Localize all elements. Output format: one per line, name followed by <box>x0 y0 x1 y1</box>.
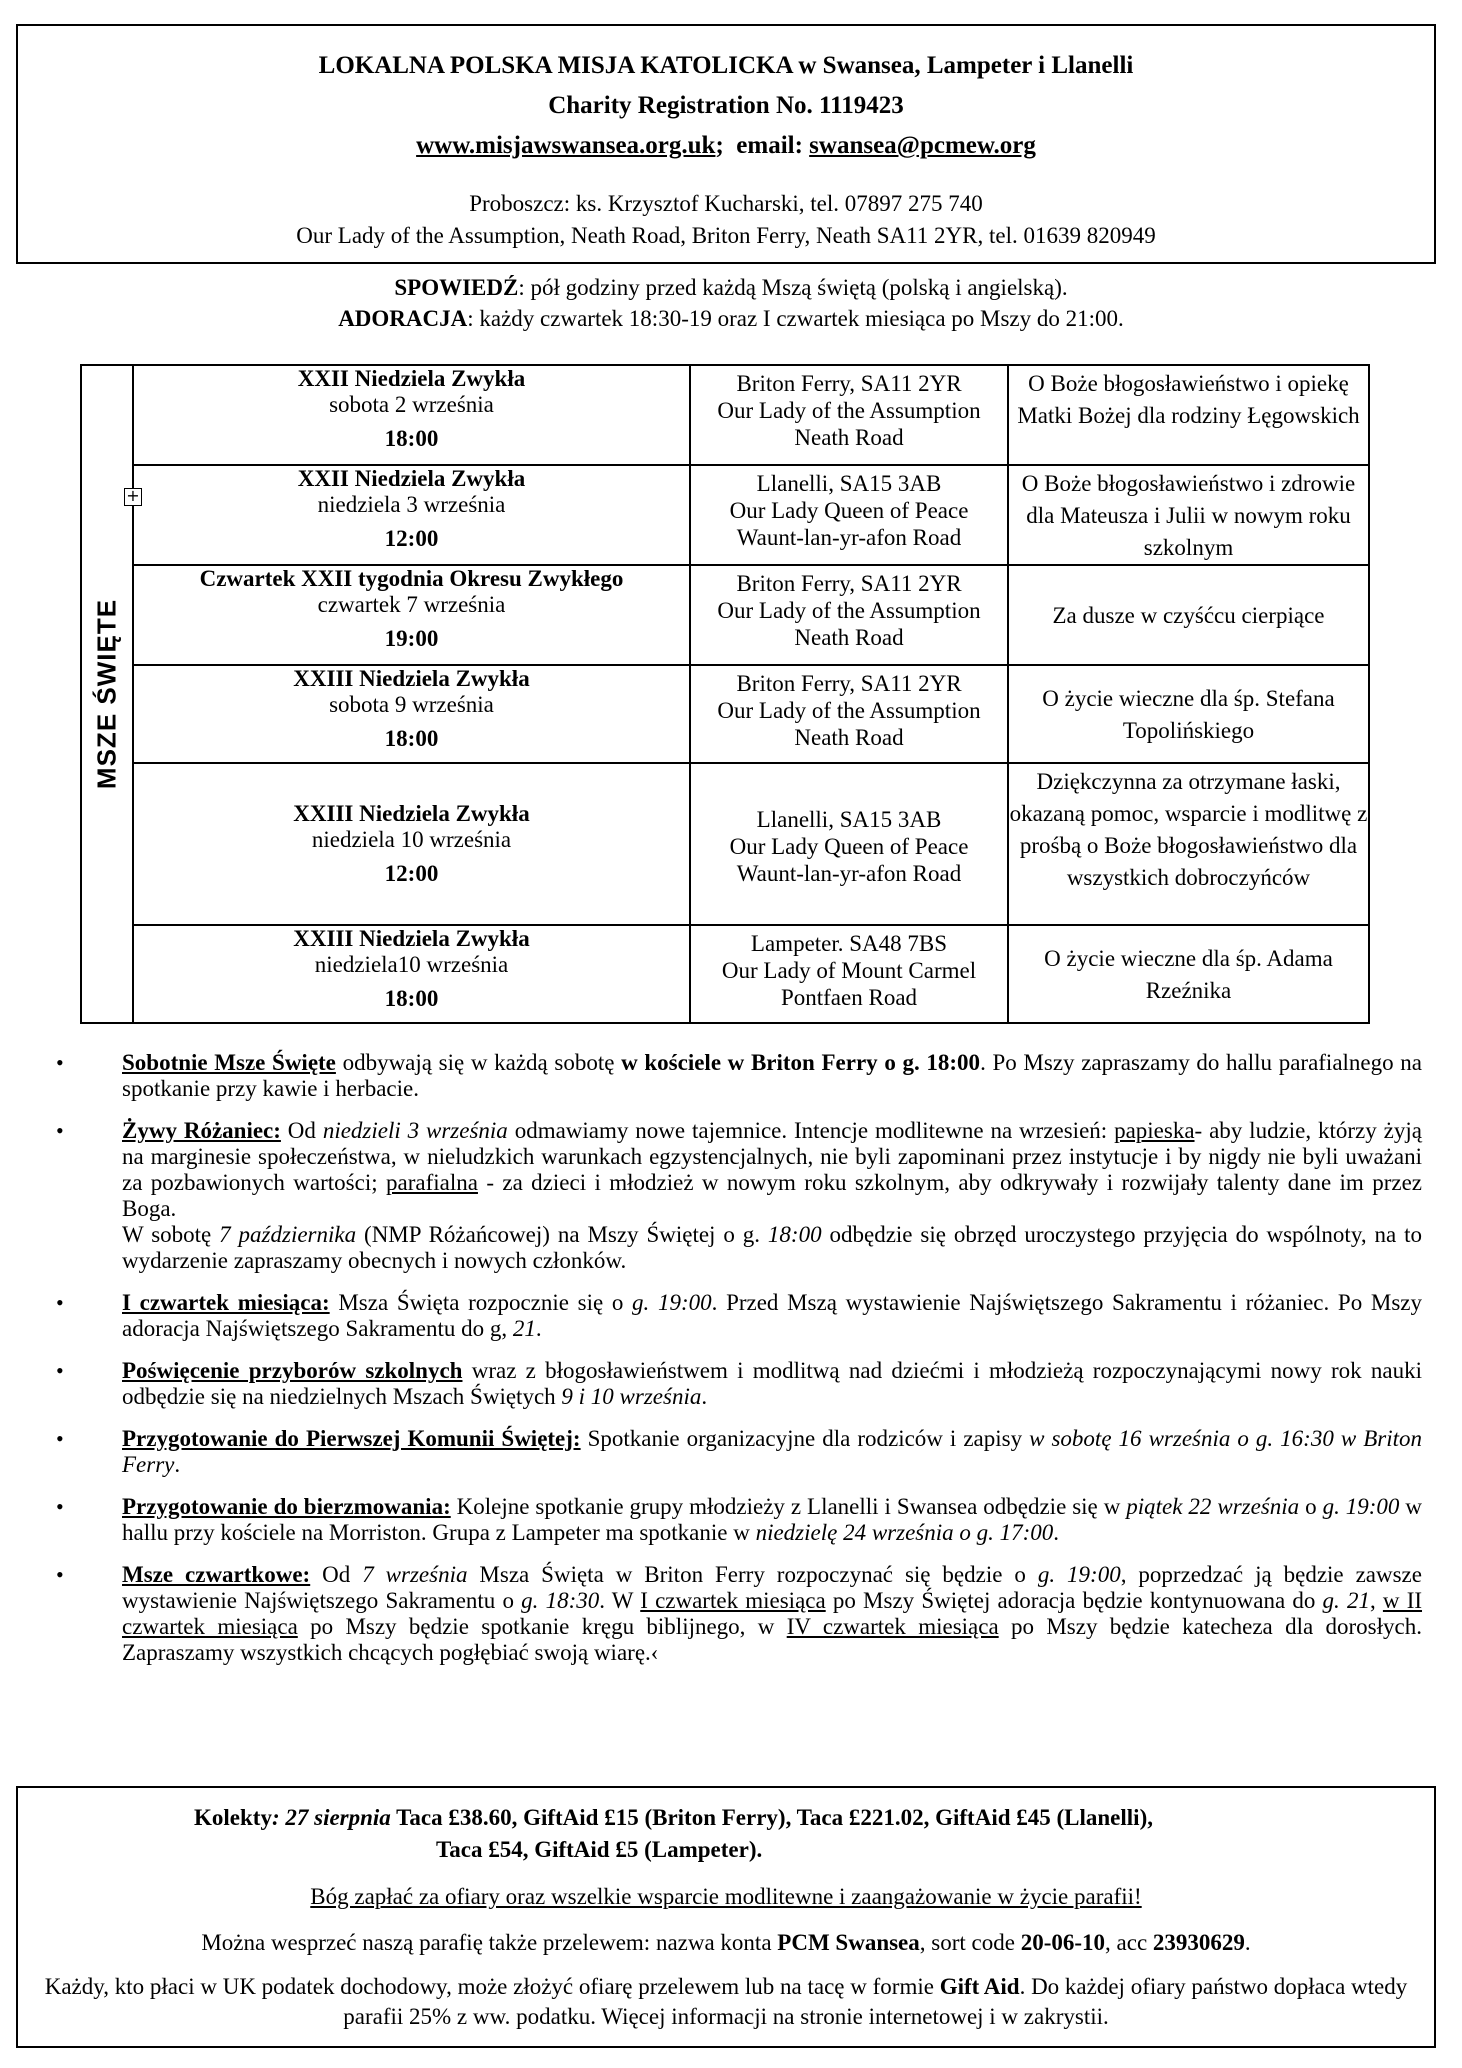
announcement-text: . <box>701 1384 708 1409</box>
announcement-title: Przygotowanie do Pierwszej Komunii Świętej: <box>122 1426 581 1451</box>
location-cell <box>690 365 1008 465</box>
announcement-text: po Mszy będzie spotkanie kręgu biblijnego, w <box>297 1614 787 1639</box>
announcement-text: Kolejne spotkanie grupy młodzieży z Llanelli i Swansea odbędzie się w <box>450 1494 1127 1519</box>
event-date: niedziela 3 września <box>317 492 506 517</box>
location-line: Neath Road <box>794 425 904 450</box>
announcement-title: I czwartek miesiąca: <box>122 1290 330 1315</box>
event-time: 19:00 <box>384 626 439 651</box>
announcement-text: . <box>535 1316 542 1341</box>
location-cell <box>690 565 1008 665</box>
event-time: 12:00 <box>384 526 439 551</box>
mass-row <box>81 565 1369 665</box>
account-number: 23930629 <box>1152 1930 1245 1955</box>
announcement-first-thursday <box>48 1290 1422 1342</box>
announcement-title: Sobotnie Msze Święte <box>122 1050 336 1075</box>
announcement-thursday-masses <box>48 1562 1422 1666</box>
bullet-icon: • <box>56 1050 64 1075</box>
announcement-italic: g. 19:00 <box>1322 1494 1400 1519</box>
mass-row <box>81 763 1369 925</box>
notes <box>0 272 1462 334</box>
announcement-confirmation <box>48 1494 1422 1546</box>
event-cell <box>133 763 690 925</box>
announcement-text: . W <box>599 1588 641 1613</box>
announcement-text: odmawiamy nowe tajemnice. Intencje modlitewne na wrzesień: <box>507 1118 1115 1143</box>
mass-row <box>81 465 1369 565</box>
event-date: czwartek 7 września <box>317 592 506 617</box>
event-name: XXIII Niedziela Zwykła <box>293 801 530 826</box>
announcement-school-blessing <box>48 1358 1422 1410</box>
location-line: Waunt-lan-yr-afon Road <box>736 860 962 886</box>
intention-cell: O życie wieczne dla śp. Stefana Topolińskiego <box>1008 665 1369 763</box>
side-label-cell <box>81 365 140 1023</box>
announcement-text: odbędzie się obrzęd uroczystego przyjęcia do wspólnoty, na to wydarzenie zapraszamy obecnych i nowych członków. <box>122 1222 1422 1273</box>
event-date: sobota 9 września <box>329 692 494 717</box>
announcement-text: Od <box>280 1118 323 1143</box>
event-date: sobota 2 września <box>329 392 494 417</box>
bank-account-name: PCM Swansea <box>777 1930 920 1955</box>
church-address: Our Lady of the Assumption, Neath Road, Briton Ferry, Neath SA11 2YR, tel. 01639 820949 <box>296 223 1156 248</box>
announcement-italic: 18:00 <box>767 1222 822 1247</box>
announcement-text: - za dzieci i młodzież w nowym roku szkolnym, aby odkrywały i rozwijały talenty dane im przez Boga. <box>122 1170 1422 1221</box>
intention-cell: O Boże błogosławieństwo i zdrowie dla Mateusza i Julii w nowym roku szkolnym <box>1008 465 1369 565</box>
confession-note <box>0 272 1462 303</box>
location-line: Our Lady of the Assumption <box>717 698 981 723</box>
event-name: XXII Niedziela Zwykła <box>297 466 526 491</box>
event-name: Czwartek XXII tygodnia Okresu Zwykłego <box>199 566 624 591</box>
mass-row <box>81 365 1369 465</box>
event-name: XXIII Niedziela Zwykła <box>293 926 530 951</box>
announcement-italic: g. 21 <box>1322 1588 1370 1613</box>
announcement-text: Msza Święta w Briton Ferry rozpoczynać się będzie o <box>467 1562 1038 1587</box>
event-cell <box>133 365 690 465</box>
announcement-text: wraz z błogosławieństwem i modlitwą nad dziećmi i młodzieżą rozpoczynającymi nowy rok nauki odbędzie się na niedzielnych Mszach Świętych <box>122 1358 1422 1409</box>
event-cell <box>133 565 690 665</box>
mass-row <box>81 665 1369 763</box>
event-time: 18:00 <box>384 726 439 751</box>
announcement-text: Od <box>310 1562 363 1587</box>
announcement-italic: 21 <box>512 1316 536 1341</box>
intention-cell: O życie wieczne dla śp. Adama Rzeźnika <box>1008 925 1369 1023</box>
announcement-text: . Przed Mszą wystawienie Najświętszego Sakramentu i różaniec. Po Mszy adoracja Najświętszego Sakramentu do g, <box>122 1290 1422 1341</box>
sort-code: 20-06-10 <box>1020 1930 1106 1955</box>
gift-aid-text: Każdy, kto płaci w UK podatek dochodowy, może złożyć ofiarę przelewem lub na tacę w formie <box>44 1974 940 1999</box>
announcement-text: - aby ludzie, którzy żyją na marginesie społeczeństwa, w nieludzkich warunkach egzystencjalnych, nie byli zapominani przez instytucje i by nigdy nie byli uważani za pozbawionych wartości; <box>122 1118 1422 1195</box>
charity-registration: Charity Registration No. 1119423 <box>548 92 904 119</box>
announcement-text: . <box>174 1452 181 1477</box>
announcement-underline: papieska <box>1114 1118 1195 1143</box>
expand-icon[interactable]: + <box>124 488 142 506</box>
bullet-icon: • <box>56 1358 64 1383</box>
intention-cell: Dziękczynna za otrzymane łaski, okazaną pomoc, wsparcie i modlitwę z prośbą o Boże błogosławieństwo dla wszystkich dobroczyńców <box>1008 763 1369 925</box>
collection-line-2: Taca £54, GiftAid £5 (Lampeter). <box>436 1837 763 1862</box>
footer-box <box>16 1786 1436 2048</box>
announcement-text: po Mszy będzie katecheza dla dorosłych. Zapraszamy wszystkich chcących pogłębiać swoją wiarę.‹ <box>122 1614 1422 1665</box>
announcement-title: Poświęcenie przyborów szkolnych <box>122 1358 463 1383</box>
location-line: Briton Ferry, SA11 2YR <box>736 571 962 596</box>
collection-amounts: Taca £38.60, GiftAid £15 (Briton Ferry), Taca £221.02, GiftAid £45 (Llanelli), <box>390 1805 1153 1830</box>
location-line: Our Lady Queen of Peace <box>729 498 969 523</box>
announcement-text: Spotkanie organizacyjne dla rodziców i zapisy <box>580 1426 1030 1451</box>
header-box <box>16 24 1436 264</box>
announcement-underline: IV czwartek miesiąca <box>786 1614 999 1639</box>
location-line: Our Lady Queen of Peace <box>729 833 969 859</box>
location-line: Our Lady of Mount Carmel <box>721 958 977 983</box>
email-label: email: <box>736 132 803 159</box>
announcement-text: po Mszy Świętej adoracja będzie kontynuowana do <box>825 1588 1323 1613</box>
location-line: Briton Ferry, SA11 2YR <box>736 671 962 696</box>
location-line: Lampeter. SA48 7BS <box>750 931 948 956</box>
event-date: niedziela 10 września <box>311 827 512 852</box>
announcement-italic: w sobotę 16 września o g. 16:30 w Briton Ferry <box>122 1426 1422 1477</box>
announcement-text: . <box>1053 1520 1060 1545</box>
bullet-icon: • <box>56 1562 64 1587</box>
thanks-note: Bóg zapłać za ofiary oraz wszelkie wsparcie modlitewne i zaangażowanie w życie parafii! <box>310 1884 1142 1909</box>
bullet-icon: • <box>56 1426 64 1451</box>
mission-title: LOKALNA POLSKA MISJA KATOLICKA w Swansea, Lampeter i Llanelli <box>318 52 1134 79</box>
announcement-underline: w II czwartek miesiąca <box>122 1588 1423 1639</box>
announcement-title: Msze czwartkowe: <box>122 1562 311 1587</box>
bank-text: , acc <box>1105 1930 1153 1955</box>
event-time: 12:00 <box>384 861 439 886</box>
mass-schedule-table <box>80 364 1370 1024</box>
announcement-bold: w kościele w Briton Ferry o g. 18:00 <box>621 1050 981 1075</box>
intention-cell: Za dusze w czyśćcu cierpiące <box>1008 565 1369 665</box>
bank-details <box>18 1928 1434 1958</box>
side-label: MSZE ŚWIĘTE <box>91 598 122 790</box>
email-link[interactable]: swansea@pcmew.org <box>809 132 1036 159</box>
announcement-text: w hallu przy kościele na Morriston. Grupa z Lampeter ma spotkanie w <box>122 1494 1422 1545</box>
location-line: Our Lady of the Assumption <box>717 398 981 423</box>
announcement-text: o <box>1299 1494 1323 1519</box>
bank-text: , sort code <box>919 1930 1021 1955</box>
collection-label: Kolekty <box>194 1805 272 1830</box>
bullet-icon: • <box>56 1118 64 1143</box>
confession-label: SPOWIEDŹ <box>394 275 519 300</box>
announcement-first-communion <box>48 1426 1422 1478</box>
announcement-saturday-mass <box>48 1050 1422 1102</box>
priest-contact: Proboszcz: ks. Krzysztof Kucharski, tel. 07897 275 740 <box>469 191 983 216</box>
bullet-icon: • <box>56 1494 64 1519</box>
announcement-title: Przygotowanie do bierzmowania: <box>122 1494 451 1519</box>
mass-row <box>81 925 1369 1023</box>
announcement-underline: I czwartek miesiąca <box>640 1588 826 1613</box>
location-line: Waunt-lan-yr-afon Road <box>736 525 962 550</box>
location-line: Llanelli, SA15 3AB <box>756 471 942 496</box>
announcement-italic: 9 i 10 września <box>561 1384 702 1409</box>
bank-text: Można wesprzeć naszą parafię także przelewem: nazwa konta <box>201 1930 778 1955</box>
announcement-italic: niedzieli 3 września <box>322 1118 508 1143</box>
event-name: XXIII Niedziela Zwykła <box>293 666 530 691</box>
location-line: Briton Ferry, SA11 2YR <box>736 371 962 396</box>
adoration-text: : każdy czwartek 18:30-19 oraz I czwartek miesiąca po Mszy do 21:00. <box>467 306 1124 331</box>
location-line: Our Lady of the Assumption <box>717 598 981 623</box>
announcement-italic: g. 19:00 <box>1037 1562 1121 1587</box>
collection-date: : 27 sierpnia <box>271 1805 391 1830</box>
confession-text: : pół godziny przed każdą Mszą świętą (polską i angielską). <box>518 275 1068 300</box>
event-cell <box>133 465 690 565</box>
announcement-text: Msza Święta rozpocznie się o <box>329 1290 633 1315</box>
event-date: niedziela10 września <box>314 952 509 977</box>
bank-text: . <box>1244 1930 1251 1955</box>
announcement-italic: 7 października <box>219 1222 357 1247</box>
announcement-rosary <box>48 1118 1422 1274</box>
announcement-text: W sobotę <box>122 1222 220 1247</box>
location-line: Llanelli, SA15 3AB <box>756 806 942 832</box>
announcement-text: , <box>1369 1588 1383 1613</box>
gift-aid-text: . Do każdej ofiary państwo dopłaca wtedy parafii 25% z ww. podatku. Więcej informacji na stronie internetowej i w zakrystii. <box>343 1974 1408 2029</box>
announcement-italic: g. 18:30 <box>521 1588 600 1613</box>
location-cell <box>690 465 1008 565</box>
event-name: XXII Niedziela Zwykła <box>297 366 526 391</box>
location-cell <box>690 763 1008 925</box>
location-line: Pontfaen Road <box>780 985 918 1010</box>
gift-aid-note <box>18 1972 1434 2032</box>
announcement-italic: g. 19:00 <box>632 1290 712 1315</box>
announcement-text: . Po Mszy zapraszamy do hallu parafialnego na spotkanie przy kawie i herbacie. <box>122 1050 1422 1101</box>
location-cell <box>690 665 1008 763</box>
announcements-list <box>48 1050 1422 1682</box>
adoration-note <box>0 303 1462 334</box>
location-line: Neath Road <box>794 725 904 750</box>
intention-cell: O Boże błogosławieństwo i opiekę Matki Bożej dla rodziny Łęgowskich <box>1008 365 1369 465</box>
announcement-underline: parafialna <box>386 1170 478 1195</box>
adoration-label: ADORACJA <box>338 306 468 331</box>
gift-aid-label: Gift Aid <box>939 1974 1020 1999</box>
announcement-text: , poprzedzać ją będzie zawsze wystawienie Najświętszego Sakramentu o <box>122 1562 1422 1613</box>
event-time: 18:00 <box>384 426 439 451</box>
collection-line <box>18 1802 1434 1834</box>
event-cell <box>133 665 690 763</box>
announcement-italic: 7 września <box>362 1562 468 1587</box>
announcement-italic: piątek 22 września <box>1126 1494 1300 1519</box>
announcement-italic: niedzielę 24 września o g. 17:00 <box>755 1520 1054 1545</box>
contact-links: www.misjawswansea.org.uk; email: swansea@pcmew.org <box>416 132 1036 159</box>
location-line: Neath Road <box>794 625 904 650</box>
event-cell <box>133 925 690 1023</box>
website-link[interactable]: www.misjawswansea.org.uk <box>416 132 716 159</box>
event-time: 18:00 <box>384 986 439 1011</box>
announcement-text: (NMP Różańcowej) na Mszy Świętej o g. <box>356 1222 768 1247</box>
announcement-title: Żywy Różaniec: <box>122 1118 281 1143</box>
location-cell <box>690 925 1008 1023</box>
announcement-text: odbywają się w każdą sobotę <box>335 1050 622 1075</box>
bullet-icon: • <box>56 1290 64 1315</box>
